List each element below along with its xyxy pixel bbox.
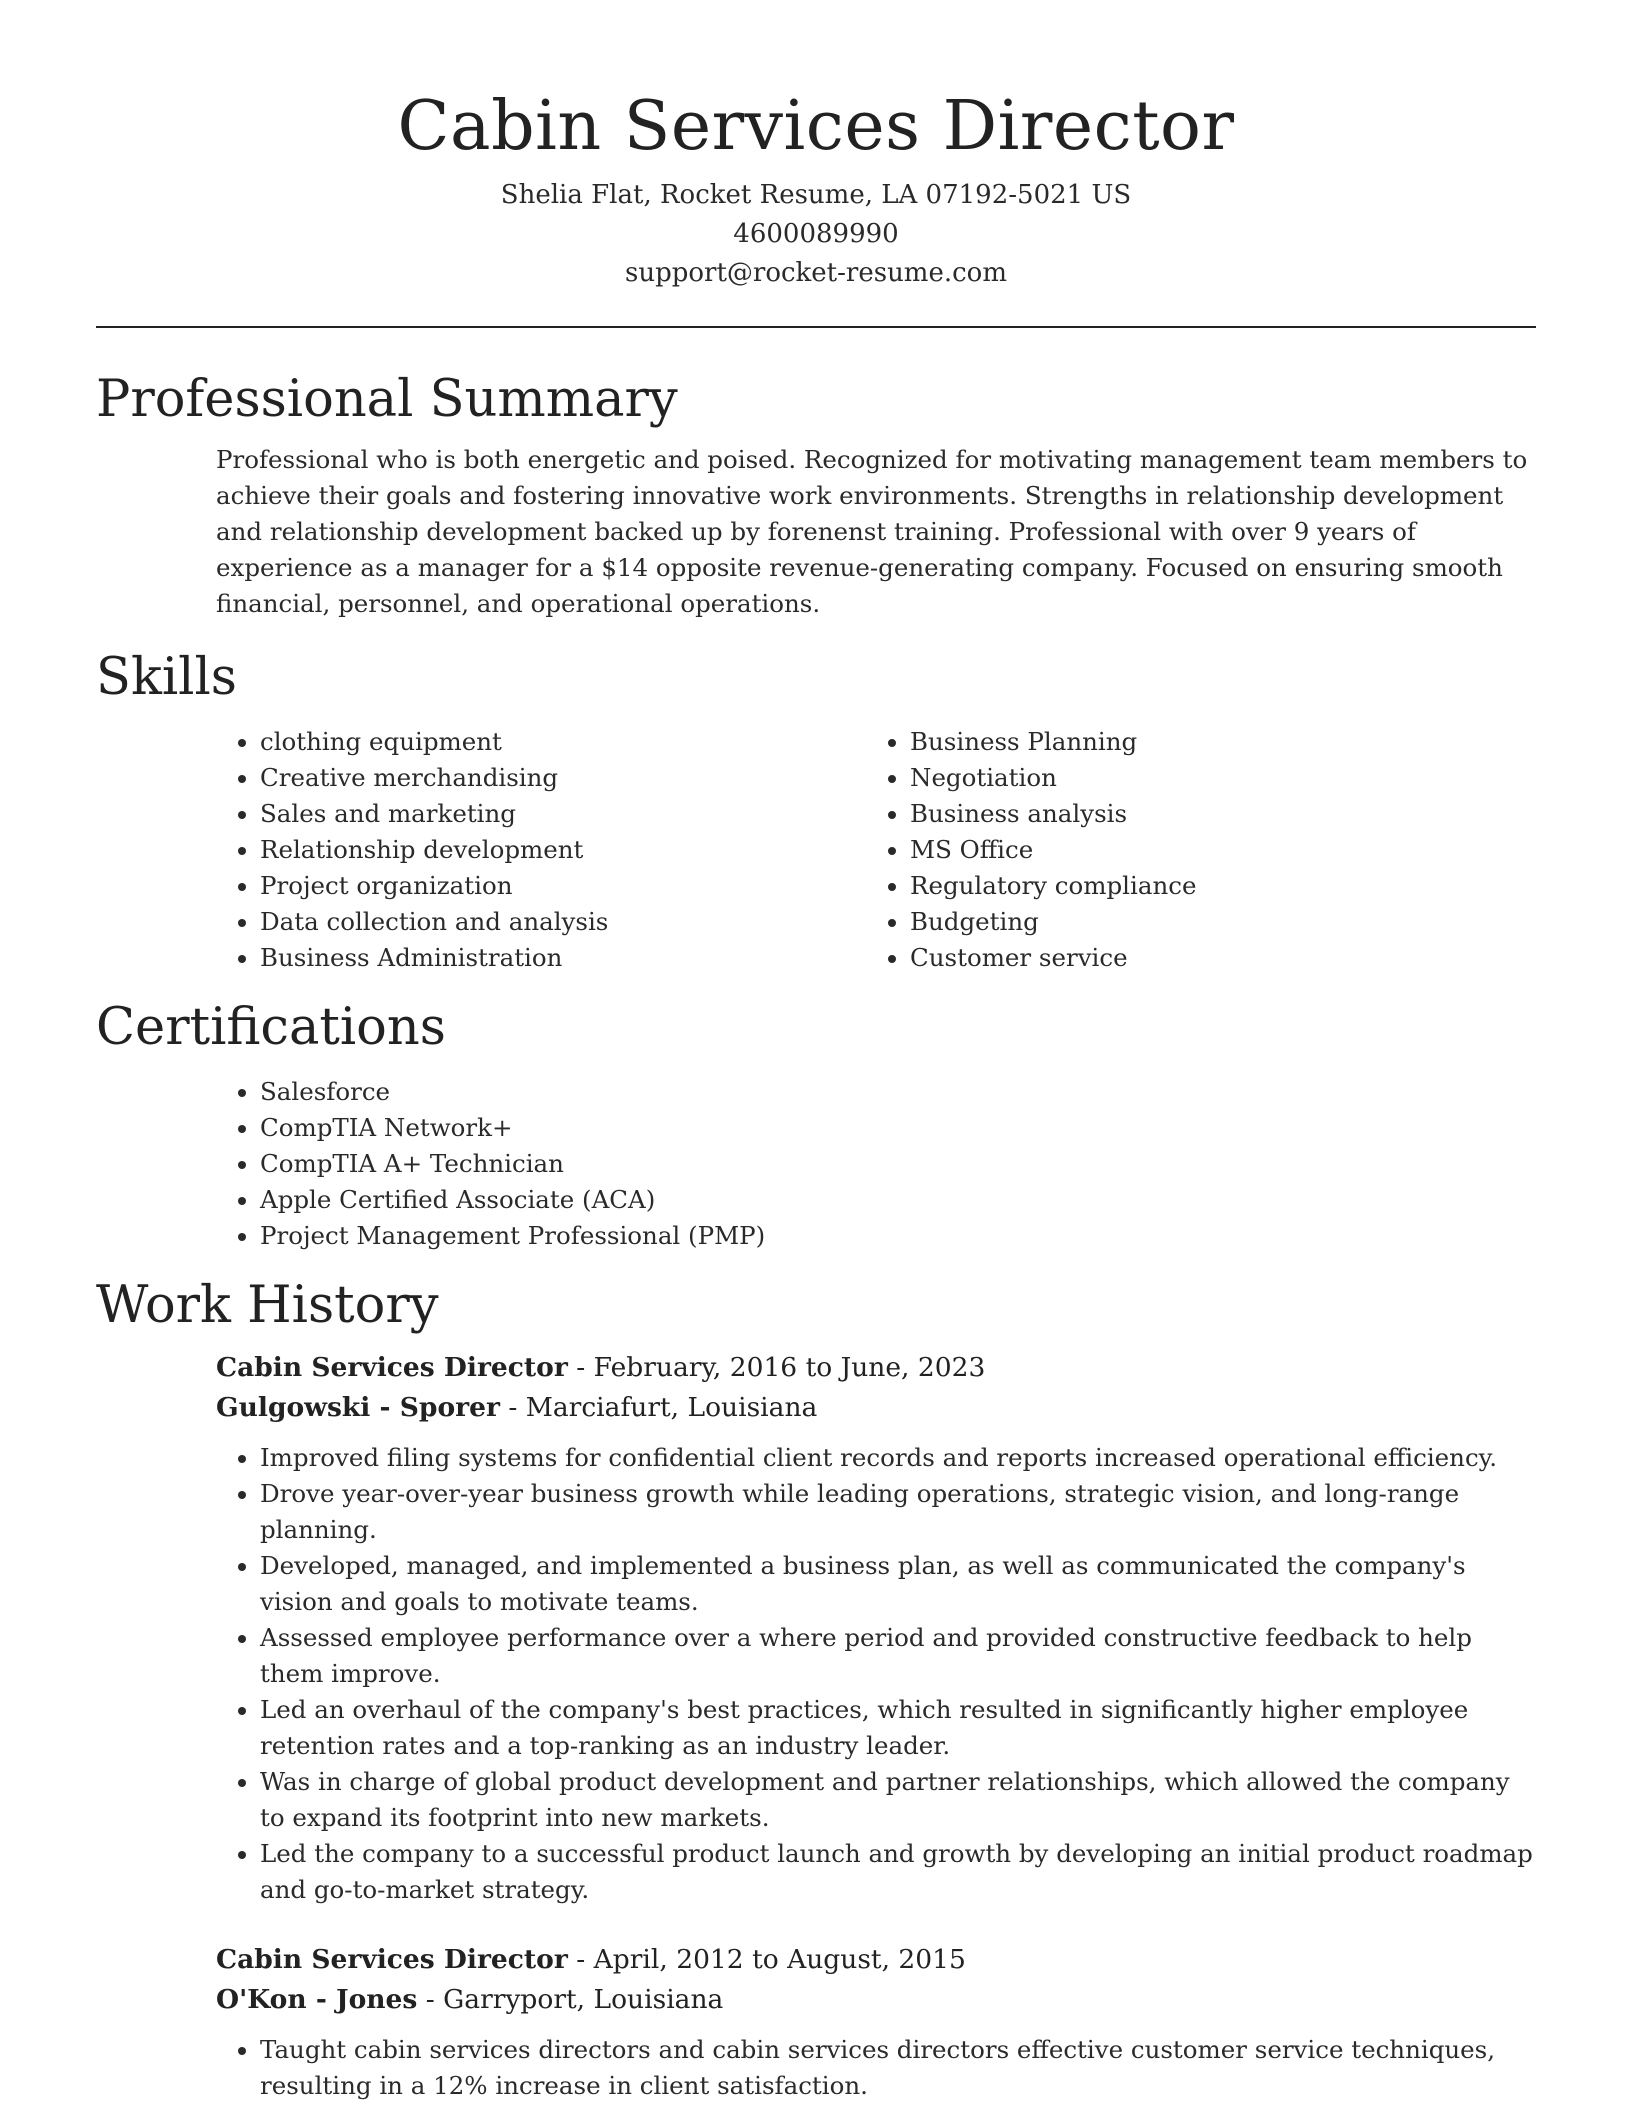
job-company-line: O'Kon - Jones - Garryport, Louisiana <box>216 1984 724 2015</box>
job-dates: April, 2012 to August, 2015 <box>593 1944 966 1975</box>
skill-item: • Business Administration <box>260 940 866 976</box>
contact-block <box>96 176 1536 293</box>
skill-item: • Regulatory compliance <box>910 868 1516 904</box>
contact-address: Shelia Flat, Rocket Resume, LA 07192-5021 US <box>500 180 1132 210</box>
job-role: Cabin Services Director <box>216 1352 568 1383</box>
skill-item: • Data collection and analysis <box>260 904 866 940</box>
certification-item: • CompTIA Network+ <box>260 1110 1536 1146</box>
skill-item: • Sales and marketing <box>260 796 866 832</box>
resume-header <box>96 0 1536 293</box>
certifications-section <box>96 998 1536 1254</box>
job-entry <box>216 1940 1536 2104</box>
skill-item: • Creative merchandising <box>260 760 866 796</box>
job-bullet: • Was in charge of global product development and partner relationships, which allowed the company to expand its footprint into new markets. <box>260 1764 1536 1836</box>
job-entry <box>216 1348 1536 1908</box>
certification-item: • Project Management Professional (PMP) <box>260 1218 1536 1254</box>
header-divider <box>96 326 1536 328</box>
skill-item: • Project organization <box>260 868 866 904</box>
resume-name: Cabin Services Director <box>397 87 1235 166</box>
job-location: Garryport, Louisiana <box>443 1984 724 2015</box>
job-company: Gulgowski - Sporer <box>216 1392 500 1423</box>
certifications-title: Certifications <box>96 998 446 1057</box>
job-company: O'Kon - Jones <box>216 1984 418 2015</box>
skill-item: • Business analysis <box>910 796 1516 832</box>
job-bullets <box>216 2032 1536 2104</box>
job-bullet: • Taught cabin services directors and cabin services directors effective customer service techniques, resulting in a 12% increase in client satisfaction. <box>260 2032 1536 2104</box>
skills-list-left <box>216 724 866 976</box>
contact-phone: 4600089990 <box>733 219 899 249</box>
summary-title: Professional Summary <box>96 370 678 429</box>
certification-item: • CompTIA A+ Technician <box>260 1146 1536 1182</box>
job-location: Marciafurt, Louisiana <box>525 1392 818 1423</box>
summary-section <box>96 370 1536 622</box>
job-bullets <box>216 1440 1536 1908</box>
job-dates: February, 2016 to June, 2023 <box>593 1352 986 1383</box>
skill-item: • Relationship development <box>260 832 866 868</box>
summary-text: Professional who is both energetic and poised. Recognized for motivating management team members to achieve their goals and fostering innovative work environments. Strengths in relationship development and relationship development backed up by forenenst training. Professional with over 9 years of experience as a manager for a $14 opposite revenue-generating company. Focused on ensuring smooth financial, personnel, and operational operations. <box>216 445 1528 618</box>
skills-title: Skills <box>96 648 237 707</box>
skill-item: • Customer service <box>910 940 1516 976</box>
work-history-title: Work History <box>96 1276 439 1335</box>
skills-columns <box>216 724 1536 976</box>
certification-item: • Apple Certified Associate (ACA) <box>260 1182 1536 1218</box>
work-history-section <box>96 1276 1536 2104</box>
job-bullet: • Led the company to a successful product launch and growth by developing an initial product roadmap and go-to-market strategy. <box>260 1836 1536 1908</box>
certifications-list <box>216 1074 1536 1254</box>
certification-item: • Salesforce <box>260 1074 1536 1110</box>
job-title-line: Cabin Services Director - February, 2016 to June, 2023 <box>216 1352 986 1383</box>
contact-email: support@rocket-resume.com <box>624 258 1007 288</box>
skills-list-right <box>866 724 1516 976</box>
skill-item: • Negotiation <box>910 760 1516 796</box>
resume-page <box>96 0 1536 2104</box>
job-bullet: • Led an overhaul of the company's best practices, which resulted in significantly higher employee retention rates and a top-ranking as an industry leader. <box>260 1692 1536 1764</box>
job-bullet: • Improved filing systems for confidential client records and reports increased operational efficiency. <box>260 1440 1536 1476</box>
skill-item: • MS Office <box>910 832 1516 868</box>
job-bullet: • Developed, managed, and implemented a business plan, as well as communicated the company's vision and goals to motivate teams. <box>260 1548 1536 1620</box>
skill-item: • Budgeting <box>910 904 1516 940</box>
job-company-line: Gulgowski - Sporer - Marciafurt, Louisiana <box>216 1392 818 1423</box>
skill-item: • Business Planning <box>910 724 1516 760</box>
job-bullet: • Drove year-over-year business growth while leading operations, strategic vision, and long-range planning. <box>260 1476 1536 1548</box>
job-role: Cabin Services Director <box>216 1944 568 1975</box>
job-title-line: Cabin Services Director - April, 2012 to August, 2015 <box>216 1944 966 1975</box>
skills-section <box>96 648 1536 976</box>
job-bullet: • Assessed employee performance over a where period and provided constructive feedback to help them improve. <box>260 1620 1536 1692</box>
skill-item: • clothing equipment <box>260 724 866 760</box>
